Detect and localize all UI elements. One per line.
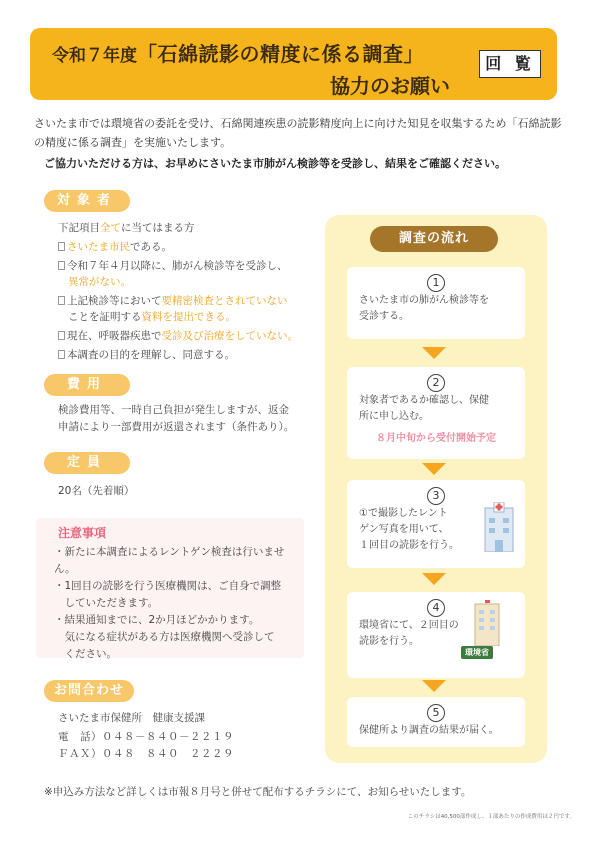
hospital-icon [483, 502, 515, 552]
down-arrow-icon [422, 463, 446, 475]
intro-bold-line: ご協力いただける方は、お早めにさいたま市肺がん検診等を受診し、結果をご確認ください。 [44, 157, 506, 170]
step-line: 保健所より調査の結果が届く。 [359, 725, 499, 736]
notes-block [36, 518, 304, 658]
step-text [359, 293, 489, 325]
contact-org: さいたま市保健所 健康支援課 [58, 712, 205, 724]
footer-note: ※申込み方法など詳しくは市報８月号と併せて配布するチラシにて、お知らせいたします。 [44, 786, 472, 798]
eligible-lead-b: 全て [100, 222, 121, 234]
down-arrow-icon [422, 680, 446, 692]
step-number-circle: 3 [427, 487, 445, 505]
circulate-badge: 回 覧 [479, 50, 541, 78]
notes-body [54, 544, 304, 663]
flow-step-3 [347, 480, 525, 568]
cost-label: 費用 [44, 374, 130, 396]
contact-tel: 電 話）０４８－８４０－２２１９ [58, 731, 234, 743]
notes-line: ・1回目の読影を行う医療機関は、ご自身で調整 [54, 580, 282, 592]
step-line: 受診する。 [359, 311, 409, 322]
contact-fax: ＦＡＸ）０４８ ８４０ ２２２９ [58, 748, 234, 760]
flow-title: 調査の流れ [370, 226, 498, 252]
step-number [347, 371, 525, 392]
eligible-item-4-text: 現在、呼吸器疾患で [67, 330, 162, 342]
checkbox-icon [58, 296, 65, 305]
eligible-lead [58, 220, 195, 237]
step-note: ８月中旬から受付開始予定 [376, 433, 496, 444]
capacity-value: 20名（先着順） [58, 485, 135, 497]
cost-line-1: 検診費用等、一時自己負担が発生しますが、返金 [58, 404, 289, 416]
step-number-circle: 5 [427, 704, 445, 722]
cost-line-2: 申請により一部費用が返還されます（条件あり）。 [58, 421, 295, 433]
notes-line: ・新たに本調査によるレントゲン検査は行いません。 [54, 546, 285, 575]
eligible-item-5 [58, 347, 235, 364]
checkbox-icon [58, 331, 65, 340]
notes-line: していただきます。 [54, 597, 159, 609]
step-number-circle: 2 [427, 374, 445, 392]
title-line-1 [52, 38, 424, 67]
checkbox-icon [58, 350, 65, 359]
eligible-item-5-text: 本調査の目的を理解し、同意する。 [67, 349, 235, 361]
checkbox-icon [58, 261, 65, 270]
eligible-item-2-text: 令和７年４月以降に、肺がん検診等を受診し、 [67, 260, 288, 272]
step-number-circle: 4 [427, 599, 445, 617]
flow-step-4 [347, 592, 525, 678]
title-prefix: 令和７年度 [52, 46, 137, 66]
down-arrow-icon [422, 347, 446, 359]
header-band [30, 28, 557, 100]
flow-step-2 [347, 367, 525, 459]
eligible-item-3b-highlight: 資料を提出できる。 [141, 311, 236, 323]
step-text [359, 618, 459, 650]
step-text [359, 393, 489, 425]
notes-line: 気になる症状がある方は医療機関へ受診して [54, 631, 275, 643]
eligible-label: 対象者 [44, 190, 130, 212]
step-line: ゲン写真を用いて、 [359, 524, 449, 535]
eligible-item-3 [58, 293, 288, 310]
capacity-label: 定員 [44, 452, 130, 474]
eligible-item-4-highlight: 受診及び治療をしていない。 [161, 330, 298, 342]
eligible-item-3b [68, 309, 236, 326]
step-text [359, 723, 499, 739]
notes-title: 注意事項 [58, 526, 107, 540]
step-line: 対象者であるか確認し、保健 [359, 395, 489, 406]
step-text [359, 506, 459, 554]
notes-line: ください。 [54, 648, 117, 660]
notes-line: ・結果通知までに、2か月ほどかかります。 [54, 614, 260, 626]
step-number-circle: 1 [427, 274, 445, 292]
checkbox-icon [58, 242, 65, 251]
step-number [347, 271, 525, 292]
step-line: １回目の読影を行う。 [359, 540, 459, 551]
step-line: 環境省にて、２回目の [359, 620, 459, 631]
flow-step-5 [347, 697, 525, 747]
step-number [347, 701, 525, 722]
step-line: ①で撮影したレント [359, 508, 448, 519]
eligible-item-2 [58, 258, 288, 275]
eligible-item-3b-text: ことを証明する [68, 311, 142, 323]
contact-label: お問合わせ [44, 680, 134, 702]
building-icon [473, 600, 501, 646]
intro-paragraph: さいたま市では環境省の委託を受け、石綿関連疾患の読影精度向上に向けた知見を収集するため「石綿読影の精度に係る調査」を実施いたします。 [34, 117, 562, 149]
eligible-lead-c: に当てはまる方 [121, 222, 195, 234]
down-arrow-icon [422, 573, 446, 585]
eligible-item-1-text: である。 [130, 241, 172, 253]
flow-step-1 [347, 267, 525, 339]
step-line: 読影を行う。 [359, 636, 419, 647]
ministry-badge: 環境省 [461, 646, 493, 659]
eligible-lead-a: 下記項目 [58, 222, 100, 234]
eligible-item-3-text: 上記検診等において [67, 295, 162, 307]
eligible-item-1-highlight: さいたま市民 [67, 241, 130, 253]
eligible-item-1 [58, 239, 172, 256]
eligible-item-3-highlight: 要精密検査とされていない [161, 295, 288, 307]
fineprint: このチラシは40,500部作成し、１部あたりの作成費用は２円です。 [407, 814, 575, 820]
step-line: さいたま市の肺がん検診等を [359, 295, 489, 306]
eligible-item-4 [58, 328, 298, 345]
step-line: 所に申し込む。 [359, 411, 429, 422]
eligible-item-2-highlight: 異常がない。 [68, 276, 131, 288]
title-main: 「石綿読影の精度に係る調査」 [137, 42, 424, 66]
title-line-2: 協力のお願い [330, 74, 450, 98]
